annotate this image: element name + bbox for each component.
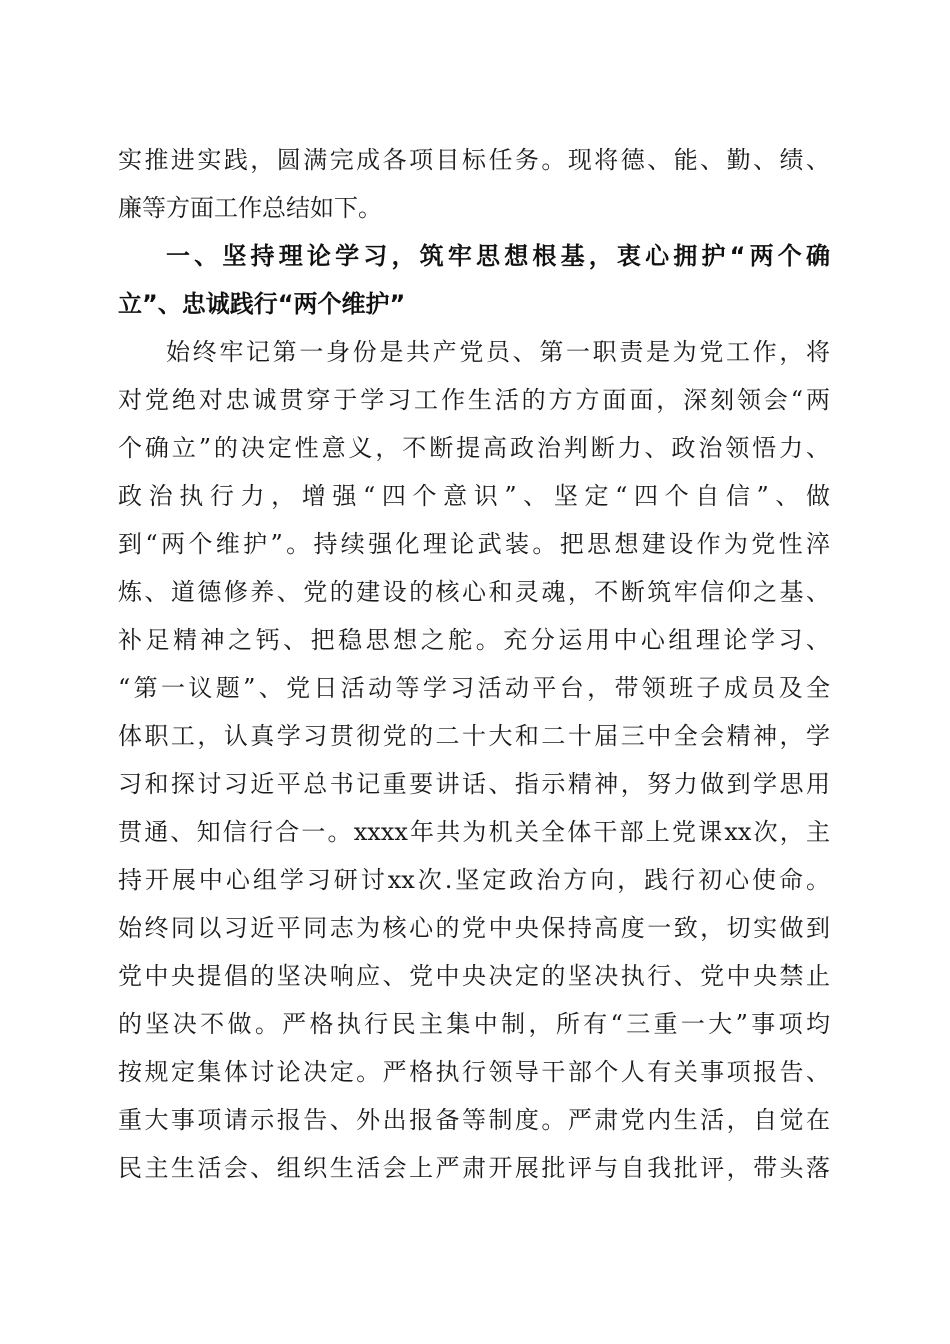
- body-line: 始终牢记第一身份是共产党员、第一职责是为党工作，将: [166, 338, 830, 366]
- body-line: 补足精神之钙、把稳思想之舵。充分运用中心组理论学习、: [118, 626, 830, 654]
- section-heading: 一、坚持理论学习，筑牢思想根基，衷心拥护“两个确: [166, 242, 830, 270]
- body-line: 习和探讨习近平总书记重要讲话、指示精神，努力做到学思用: [118, 770, 830, 798]
- body-line: 贯通、知信行合一。xxxx年共为机关全体干部上党课xx次，主: [118, 818, 830, 846]
- body-line: “第一议题”、党日活动等学习活动平台，带领班子成员及全: [118, 674, 830, 702]
- intro-line: 廉等方面工作总结如下。: [118, 194, 382, 222]
- body-line: 民主生活会、组织生活会上严肃开展批评与自我批评，带头落: [118, 1154, 830, 1182]
- body-line: 政治执行力，增强“四个意识”、坚定“四个自信”、做: [118, 482, 830, 510]
- body-line: 体职工，认真学习贯彻党的二十大和二十届三中全会精神，学: [118, 722, 830, 750]
- body-line: 到“两个维护”。持续强化理论武装。把思想建设作为党性淬: [118, 530, 830, 558]
- intro-line: 实推进实践，圆满完成各项目标任务。现将德、能、勤、绩、: [118, 146, 830, 174]
- body-line: 始终同以习近平同志为核心的党中央保持高度一致，切实做到: [118, 914, 830, 942]
- body-line: 党中央提倡的坚决响应、党中央决定的坚决执行、党中央禁止: [118, 962, 830, 990]
- body-line: 对党绝对忠诚贯穿于学习工作生活的方方面面，深刻领会“两: [118, 386, 830, 414]
- body-line: 按规定集体讨论决定。严格执行领导干部个人有关事项报告、: [118, 1058, 830, 1086]
- body-line: 持开展中心组学习研讨xx次.坚定政治方向，践行初心使命。: [118, 866, 830, 894]
- body-line: 重大事项请示报告、外出报备等制度。严肃党内生活，自觉在: [118, 1106, 830, 1134]
- body-line: 个确立”的决定性意义，不断提高政治判断力、政治领悟力、: [118, 434, 830, 462]
- body-line: 炼、道德修养、党的建设的核心和灵魂，不断筑牢信仰之基、: [118, 578, 830, 606]
- section-heading: 立”、忠诚践行“两个维护”: [118, 290, 406, 318]
- body-line: 的坚决不做。严格执行民主集中制，所有“三重一大”事项均: [118, 1010, 830, 1038]
